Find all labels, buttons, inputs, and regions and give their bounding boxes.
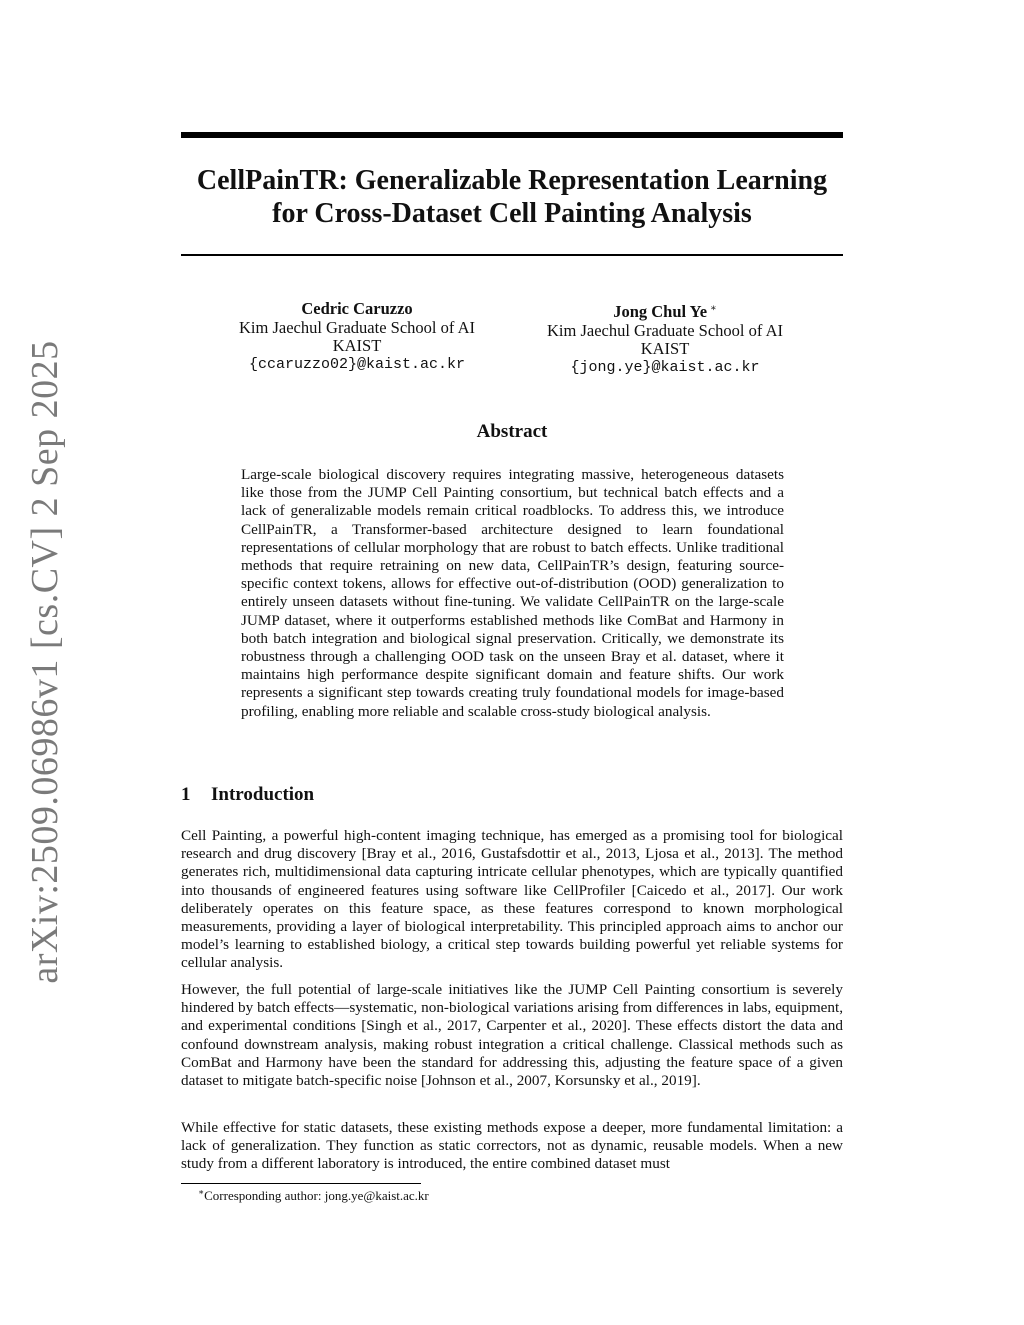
abstract-heading: Abstract (476, 421, 548, 442)
section-number: 1 (181, 784, 191, 805)
author-name-line (515, 300, 815, 322)
author-name: Cedric Caruzzo (301, 299, 413, 318)
author-email: {jong.ye}@kaist.ac.kr (570, 358, 760, 376)
author-name: Jong Chul Ye (613, 302, 708, 321)
title-line-1: CellPainTR: Generalizable Representation Learning (196, 165, 828, 196)
author-institution: KAIST (640, 339, 690, 358)
corresponding-marker: ∗ (710, 303, 717, 314)
footnote-text: Corresponding author: jong.ye@kaist.ac.kr (204, 1188, 429, 1203)
author-affiliation: Kim Jaechul Graduate School of AI (239, 317, 475, 337)
paragraph: However, the full potential of large-scale initiatives like the JUMP Cell Painting consortium is severely hindered by batch effects—systematic, non-biological variations arising from differences in labs, equipment, and experimental conditions [Singh et al., 2017, Carpenter et al., 2020]. These effects distort the data and confound downstream analysis, making robust integration a critical challenge. Classical methods such as ComBat and Harmony have been the standard for addressing this, adjusting the feature space of a given dataset to mitigate batch-specific noise [Johnson et al., 2007, Korsunsky et al., 2019]. (181, 981, 843, 1090)
abstract-text: Large-scale biological discovery requires integrating massive, heterogeneous datasets like those from the JUMP Cell Painting consortium, but technical batch effects and a lack of generalizable models remain critical roadblocks. To address this, we introduce CellPainTR, a Transformer-based architecture designed to learn foundational representations of cellular morphology that are robust to batch effects. Unlike traditional methods that require retraining on new data, CellPainTR’s design, featuring source-specific context tokens, allows for effective out-of-distribution (OOD) generalization to entirely unseen datasets without fine-tuning. We validate CellPainTR on the large-scale JUMP dataset, where it outperforms established methods like ComBat and Harmony in both batch integration and biological signal preservation. Critically, we demonstrate its robustness through a challenging OOD task on the unseen Bray et al. dataset, where it maintains high performance despite significant domain and feature shifts. Our work represents a significant step towards creating truly foundational models for image-based profiling, enabling more reliable and scalable cross-study biological analysis. (241, 466, 784, 720)
section-heading (181, 784, 314, 806)
footnote (198, 1187, 429, 1204)
footnote-marker: ∗ (198, 1187, 205, 1197)
footnote-rule (181, 1183, 421, 1184)
title-line-2: for Cross-Dataset Cell Painting Analysis (272, 198, 752, 229)
author-block-1 (207, 300, 507, 374)
author-institution: KAIST (332, 336, 382, 355)
author-email: {ccaruzzo02}@kaist.ac.kr (248, 355, 466, 373)
paragraph: Cell Painting, a powerful high-content imaging technique, has emerged as a promising tool for biological research and drug discovery [Bray et al., 2016, Gustafsdottir et al., 2013, Ljosa et al., 2013]. The method generates rich, multidimensional data capturing intricate cellular phenotypes, which are typically quantified into thousands of engineered features using software like CellProfiler [Caicedo et al., 2017]. Our work deliberately operates on this feature space, as these features correspond to known morphological measurements, providing a layer of biological interpretability. This principled approach aims to anchor our model’s learning to established biology, a critical step towards building powerful yet reliable systems for cellular analysis. (181, 827, 843, 972)
section-title: Introduction (211, 784, 315, 805)
author-block-2 (515, 300, 815, 377)
paragraph: While effective for static datasets, these existing methods expose a deeper, more fundamental limitation: a lack of generalization. They function as static correctors, not as dynamic, reusable models. When a new study from a different laboratory is introduced, the entire combined dataset must (181, 1119, 843, 1173)
arxiv-identifier: arXiv:2509.06986v1 [cs.CV] 2 Sep 2025 (24, 340, 66, 984)
paper-title (181, 164, 843, 230)
author-affiliation: Kim Jaechul Graduate School of AI (547, 320, 783, 340)
title-top-rule (181, 132, 843, 138)
title-bottom-rule (181, 254, 843, 256)
